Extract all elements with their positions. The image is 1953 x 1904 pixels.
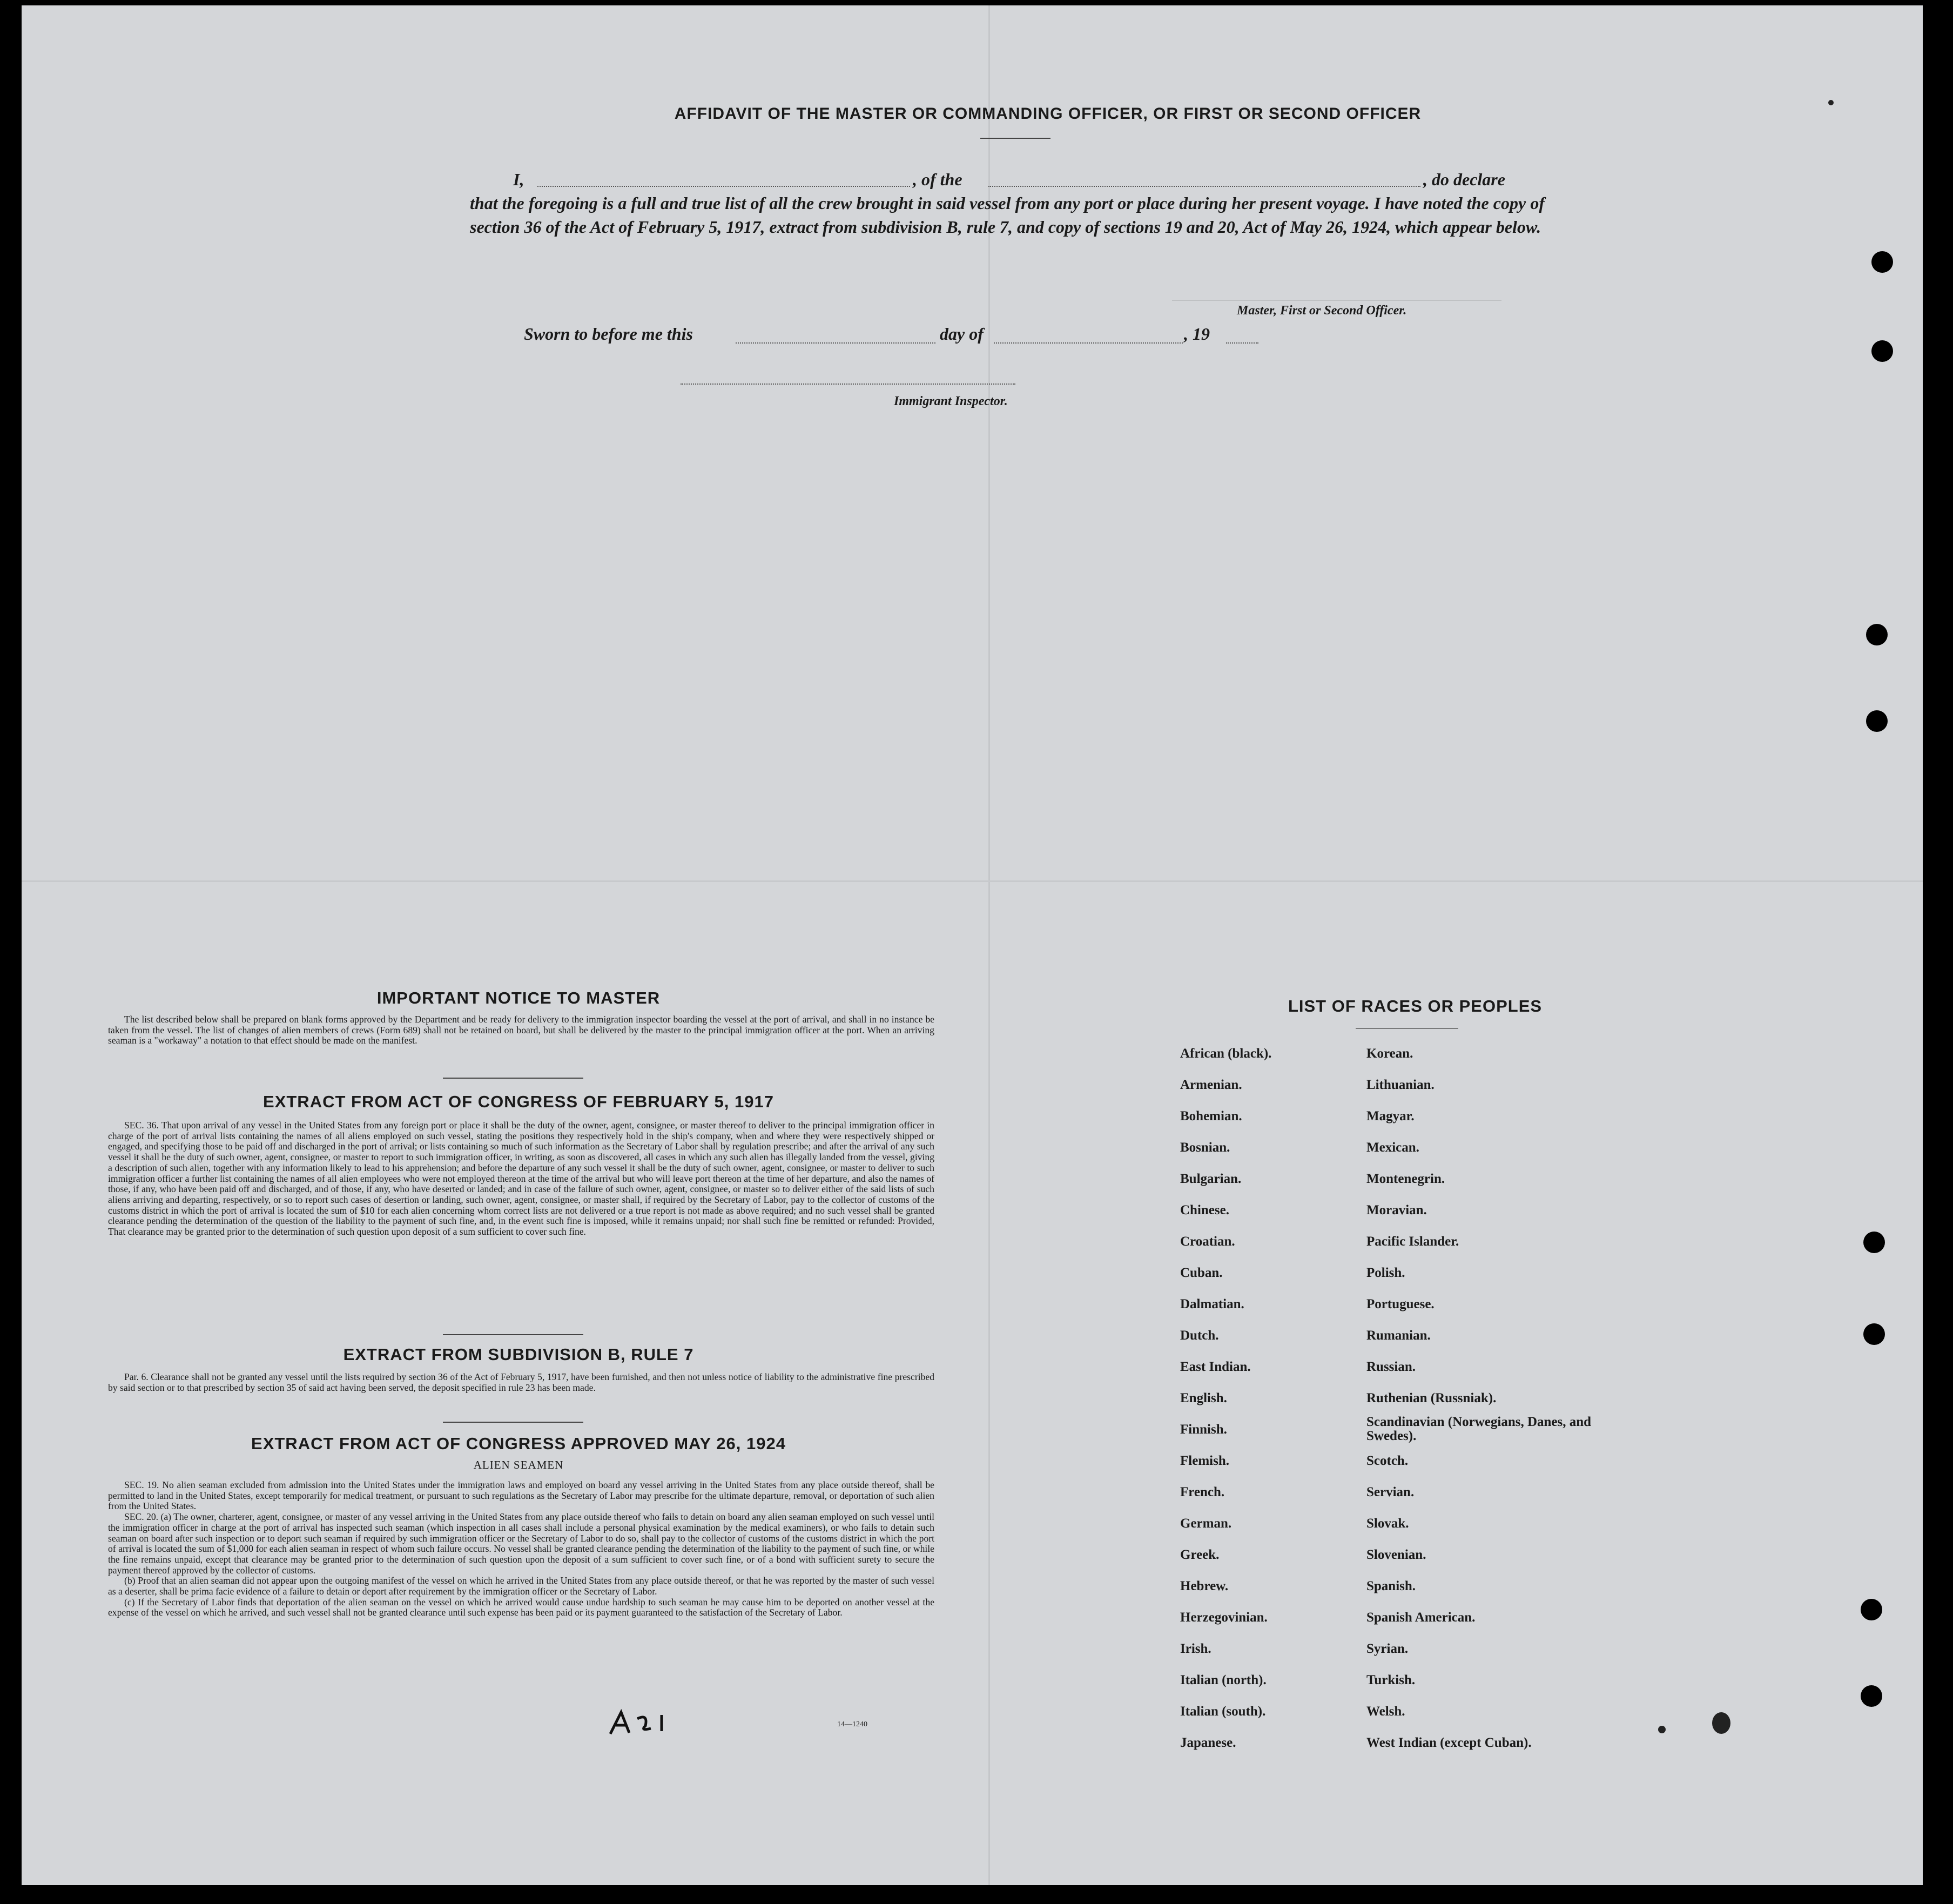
race-item: Greek.	[1180, 1548, 1220, 1562]
affidavit-body: that the foregoing is a full and true list of all the crew brought in said vessel from any port or place during her present voyage. I have noted the copy of section 36 of the Act of February 5, 1917, extract from subdivision B, rule 7, and copy of sections 19 and 20, Act of May 26, 1924, which appear below.	[470, 193, 1545, 237]
extract-1917-title: EXTRACT FROM ACT OF CONGRESS OF FEBRUARY 5, 1917	[263, 1092, 774, 1111]
race-item: Japanese.	[1180, 1735, 1236, 1750]
race-item: Scandinavian (Norwegians, Danes, and Swedes).	[1366, 1415, 1592, 1443]
affidavit-do-declare: , do declare	[1423, 170, 1505, 189]
race-item: English.	[1180, 1391, 1227, 1405]
form-back-page	[22, 5, 1923, 1885]
notice-paragraph: The list described below shall be prepared on blank forms approved by the Department and be ready for delivery to the immigration inspector boarding the vessel at the port of arrival, and shall in no instance be taken from the vessel. The list of changes of alien members of crews (Form 689) shall not be retained on board, but shall be delivered by the master to the principal immigration officer at the port. When an arriving seaman is a "workaway" a notation to that effect should be made on the manifest.	[108, 1014, 934, 1046]
section-20b-paragraph: (b) Proof that an alien seaman did not appear upon the outgoing manifest of the vessel on which he arrived in the United States from any place outside thereof, or that he was reported by the master of such vessel as a deserter, shall be prima facie evidence of a failure to detain or deport after requirement by the immigration officer or the Secretary of Labor.	[108, 1575, 934, 1597]
race-item: Magyar.	[1366, 1109, 1415, 1123]
section-20c-paragraph: (c) If the Secretary of Labor finds that deportation of the alien seaman on the vessel on which he arrived would cause undue hardship to such seaman he may cause him to be deported on another vessel at the expense of the vessel on which he arrived, and such vessel shall not be granted clearance until such expense has been paid or its payment guaranteed to the satisfaction of the Secretary of Labor.	[108, 1596, 934, 1618]
punch-hole	[1863, 1323, 1885, 1345]
title-underline	[980, 138, 1050, 139]
punch-hole	[1861, 1685, 1882, 1707]
sworn-line	[524, 324, 1280, 348]
ink-smudge	[1712, 1712, 1730, 1734]
race-item: Herzegovinian.	[1180, 1610, 1268, 1625]
race-item: Slovenian.	[1366, 1548, 1426, 1562]
notice-text	[108, 1014, 934, 1046]
race-item: French.	[1180, 1485, 1225, 1499]
race-item: Slovak.	[1366, 1516, 1409, 1531]
affidavit-title: AFFIDAVIT OF THE MASTER OR COMMANDING OFFICER, OR FIRST OR SECOND OFFICER	[674, 105, 1422, 123]
race-item: Lithuanian.	[1366, 1078, 1435, 1092]
handwritten-mark	[608, 1707, 678, 1739]
race-item: Chinese.	[1180, 1203, 1229, 1217]
race-item: Bulgarian.	[1180, 1172, 1242, 1186]
rule-7-text	[108, 1372, 934, 1393]
section-20a-paragraph: SEC. 20. (a) The owner, charterer, agent, consignee, or master of any vessel arriving in the United States from any place outside thereof who fails to detain on board any alien seaman employed on such vessel until the immigration officer in charge at the port of arrival has inspected such seaman (which inspection in all cases shall include a personal physical examination by the medical examiners), or who fails to detain such seaman on board after such inspection or to deport such seaman if required by such immigration officer or the Secretary of Labor to do so, shall pay to the collector of customs of the customs district in which the port of arrival is located the sum of $1,000 for each alien seaman in respect of whom such failure occurs. No vessel shall be granted clearance pending the determination of the liability to the payment of such fine, or while the fine remains unpaid, except that clearance may be granted prior to the determination of such question upon the deposit of a sum sufficient to cover such fine, or of a bond with sufficient surety to secure the payment thereof approved by the collector of customs.	[108, 1511, 934, 1576]
race-item: Armenian.	[1180, 1078, 1242, 1092]
race-item: Spanish.	[1366, 1579, 1416, 1593]
race-item: East Indian.	[1180, 1360, 1251, 1374]
race-item: Ruthenian (Russniak).	[1366, 1391, 1497, 1405]
punch-hole	[1866, 710, 1888, 732]
affidavit-declaration	[470, 167, 1545, 239]
race-item: African (black).	[1180, 1046, 1272, 1061]
race-item: Montenegrin.	[1366, 1172, 1445, 1186]
race-item: Korean.	[1366, 1046, 1413, 1061]
race-item: Welsh.	[1366, 1704, 1405, 1719]
ink-smudge	[1658, 1726, 1666, 1733]
extract-1924-title: EXTRACT FROM ACT OF CONGRESS APPROVED MAY 26, 1924	[251, 1434, 786, 1453]
race-item: Dutch.	[1180, 1328, 1219, 1343]
name-blank[interactable]	[537, 186, 910, 187]
punch-hole	[1866, 624, 1888, 645]
sworn-month-blank[interactable]	[994, 342, 1183, 344]
divider	[1356, 1028, 1458, 1029]
section-36-paragraph: SEC. 36. That upon arrival of any vessel in the United States from any foreign port or place it shall be the duty of the owner, agent, consignee, or master thereof to deliver to the principal immigration officer in charge of the port of arrival lists containing the names of all aliens employed on such vessel, stating the positions they respectively hold in the ship's company, when and where they were respectively shipped or engaged, and specifying those to be paid off and discharged in the port of arrival; or lists containing so much of such information as the Secretary of Labor shall by regulation prescribe; and after the arrival of any such vessel it shall be the duty of such owner, agent, consignee, or master to report to such immigration officer, in writing, as soon as discovered, all cases in which any such alien has illegally landed from the vessel, giving a description of such alien, together with any information likely to lead to his apprehension; and before the departure of any such vessel it shall be the duty of such owner, agent, consignee, or master to deliver to such immigration officer a further list containing the names of all alien employees who were not employed thereon at the time of the arrival but who will leave port thereon at the time of her departure, and also the names of those, if any, who have been paid off and discharged, and of those, if any, who have deserted or landed; and in case of the failure of such owner, agent, consignee, or master so to deliver either of the said lists of such aliens arriving and departing, respectively, or so to report such cases of desertion or landing, such owner, agent, consignee, or master shall, if required by the Secretary of Labor, pay to the collector of customs of the customs district in which the port of arrival is located the sum of $10 for each alien concerning whom correct lists are not delivered or a true report is not made as above required; and no such vessel shall be granted clearance pending the determination of the question of the liability to the payment of such fine, and, in the event such fine is imposed, while it remains unpaid; nor shall such fine be remitted or refunded: Provided, That clearance may be granted prior to the determination of such question upon deposit of a sum sufficient to cover such fine.	[108, 1120, 934, 1237]
races-title: LIST OF RACES OR PEOPLES	[1288, 997, 1543, 1015]
race-item: Croatian.	[1180, 1234, 1235, 1249]
race-item: Dalmatian.	[1180, 1297, 1244, 1311]
race-item: German.	[1180, 1516, 1232, 1531]
race-item: Syrian.	[1366, 1641, 1409, 1656]
sworn-year-blank[interactable]	[1226, 342, 1258, 344]
divider	[443, 1334, 583, 1335]
day-of-text: day of	[940, 324, 984, 344]
race-item: West Indian (except Cuban).	[1366, 1735, 1532, 1750]
race-item: Cuban.	[1180, 1266, 1223, 1280]
vertical-fold-line	[988, 5, 990, 1885]
race-item: Russian.	[1366, 1360, 1416, 1374]
horizontal-fold-line	[22, 880, 1923, 882]
race-item: Italian (south).	[1180, 1704, 1266, 1719]
race-item: Hebrew.	[1180, 1579, 1229, 1593]
inspector-signature-line[interactable]	[681, 384, 1015, 385]
race-item: Turkish.	[1366, 1673, 1416, 1687]
race-item: Mexican.	[1366, 1140, 1419, 1155]
race-item: Bohemian.	[1180, 1109, 1242, 1123]
race-item: Polish.	[1366, 1266, 1405, 1280]
notice-title: IMPORTANT NOTICE TO MASTER	[376, 988, 661, 1007]
race-item: Spanish American.	[1366, 1610, 1476, 1625]
divider	[443, 1422, 583, 1423]
race-item: Irish.	[1180, 1641, 1211, 1656]
rule-7-paragraph: Par. 6. Clearance shall not be granted any vessel until the lists required by section 36 of the Act of February 5, 1917, have been furnished, and then not unless notice of liability to the administrative fine prescribed by said section or to that prescribed by section 35 of said act having been served, the deposit specified in rule 23 has been made.	[108, 1371, 934, 1393]
punch-hole	[1871, 251, 1893, 273]
form-number: 14—1240	[837, 1720, 867, 1728]
race-item: Servian.	[1366, 1485, 1415, 1499]
race-item: Italian (north).	[1180, 1673, 1267, 1687]
divider	[443, 1078, 583, 1079]
punch-hole	[1863, 1232, 1885, 1253]
alien-seamen-subtitle: ALIEN SEAMEN	[473, 1458, 564, 1471]
section-19-paragraph: SEC. 19. No alien seaman excluded from admission into the United States under the immigration laws and employed on board any vessel arriving in the United States from any place outside thereof, shall be permitted to land in the United States, except temporarily for medical treatment, or pursuant to such regulations as the Secretary of Labor may prescribe for the ultimate departure, removal, or deportation of such alien from the United States.	[108, 1479, 934, 1512]
affidavit-of-the: , of the	[913, 170, 962, 189]
sworn-text: Sworn to before me this	[524, 324, 693, 344]
ink-smudge	[1828, 100, 1834, 105]
race-item: Bosnian.	[1180, 1140, 1230, 1155]
vessel-blank[interactable]	[988, 186, 1420, 187]
inspector-signature-label: Immigrant Inspector.	[894, 394, 1008, 408]
race-item: Scotch.	[1366, 1454, 1409, 1468]
race-item: Portuguese.	[1366, 1297, 1435, 1311]
race-item: Finnish.	[1180, 1422, 1227, 1437]
sworn-day-blank[interactable]	[736, 342, 935, 344]
extract-1917-text	[108, 1120, 934, 1237]
extract-1924-text	[108, 1480, 934, 1618]
master-signature-label: Master, First or Second Officer.	[1237, 304, 1407, 318]
race-item: Flemish.	[1180, 1454, 1229, 1468]
rule-7-title: EXTRACT FROM SUBDIVISION B, RULE 7	[343, 1345, 694, 1364]
punch-hole	[1871, 340, 1893, 362]
year-text: , 19	[1184, 324, 1210, 344]
affidavit-i: I,	[513, 170, 524, 189]
punch-hole	[1861, 1599, 1882, 1620]
race-item: Moravian.	[1366, 1203, 1427, 1217]
race-item: Rumanian.	[1366, 1328, 1431, 1343]
race-item: Pacific Islander.	[1366, 1234, 1459, 1249]
